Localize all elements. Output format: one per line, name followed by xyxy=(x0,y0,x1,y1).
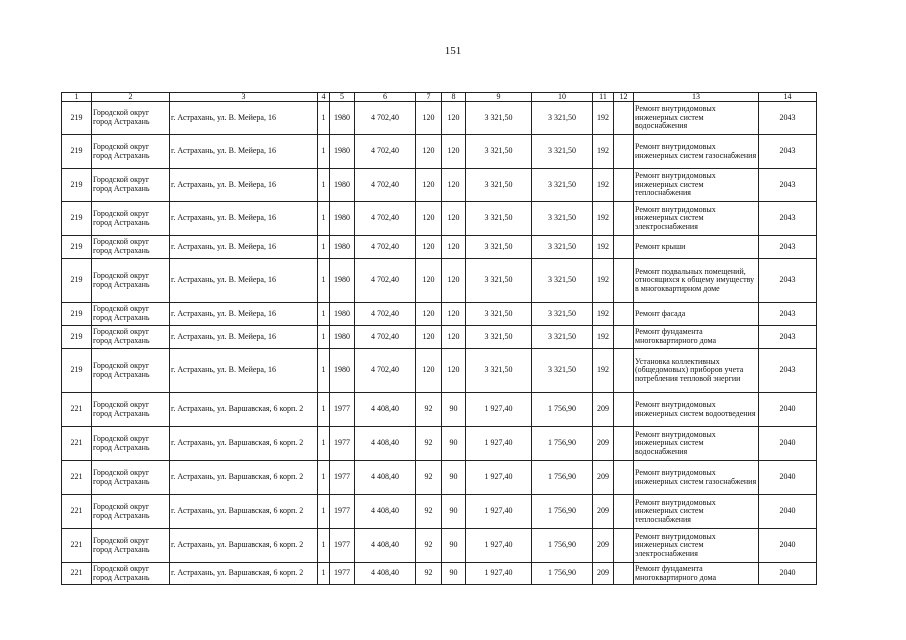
cell-col10: 1 756,90 xyxy=(532,393,593,427)
cell-col11: 192 xyxy=(593,349,614,393)
cell-col7: 120 xyxy=(416,102,442,135)
planned-year: 2043 xyxy=(759,349,817,393)
cell-col10: 1 756,90 xyxy=(532,495,593,529)
municipality: Городской округ город Астрахань xyxy=(92,236,170,259)
work-type: Ремонт внутридомовых инженерных систем теплоснабжения xyxy=(634,169,759,202)
address: г. Астрахань, ул. Варшавская, 6 корп. 2 xyxy=(170,427,318,461)
planned-year: 2043 xyxy=(759,202,817,236)
cell-col8: 120 xyxy=(442,303,466,326)
cell-col10: 3 321,50 xyxy=(532,326,593,349)
row-id: 221 xyxy=(62,393,92,427)
address: г. Астрахань, ул. Варшавская, 6 корп. 2 xyxy=(170,461,318,495)
cell-col7: 92 xyxy=(416,393,442,427)
row-id: 219 xyxy=(62,202,92,236)
address: г. Астрахань, ул. Варшавская, 6 корп. 2 xyxy=(170,563,318,585)
year-built: 1977 xyxy=(330,529,355,563)
cell-col11: 209 xyxy=(593,427,614,461)
cell-col9: 3 321,50 xyxy=(466,169,532,202)
row-id: 221 xyxy=(62,529,92,563)
table-row xyxy=(62,236,817,259)
cell-col10: 1 756,90 xyxy=(532,427,593,461)
cell-col10: 3 321,50 xyxy=(532,303,593,326)
work-type: Ремонт внутридомовых инженерных систем водоснабжения xyxy=(634,102,759,135)
cell-col10: 1 756,90 xyxy=(532,461,593,495)
cell-col7: 92 xyxy=(416,563,442,585)
cell-col7: 92 xyxy=(416,461,442,495)
cell-col10: 3 321,50 xyxy=(532,169,593,202)
municipality: Городской округ город Астрахань xyxy=(92,461,170,495)
year-built: 1977 xyxy=(330,495,355,529)
municipality: Городской округ город Астрахань xyxy=(92,326,170,349)
table-row xyxy=(62,563,817,585)
cell-col12 xyxy=(614,202,634,236)
column-number: 1 xyxy=(62,93,92,102)
cell-col4: 1 xyxy=(318,393,330,427)
cell-col8: 120 xyxy=(442,135,466,169)
cell-col7: 120 xyxy=(416,349,442,393)
year-built: 1980 xyxy=(330,102,355,135)
municipality: Городской округ город Астрахань xyxy=(92,495,170,529)
table-row xyxy=(62,303,817,326)
planned-year: 2043 xyxy=(759,102,817,135)
cell-col11: 209 xyxy=(593,393,614,427)
work-type: Ремонт фундамента многоквартирного дома xyxy=(634,563,759,585)
planned-year: 2040 xyxy=(759,563,817,585)
column-number: 5 xyxy=(330,93,355,102)
total-area: 4 408,40 xyxy=(355,461,416,495)
year-built: 1980 xyxy=(330,202,355,236)
cell-col12 xyxy=(614,102,634,135)
municipality: Городской округ город Астрахань xyxy=(92,303,170,326)
work-type: Ремонт внутридомовых инженерных систем водоснабжения xyxy=(634,427,759,461)
work-type: Ремонт внутридомовых инженерных систем газоснабжения xyxy=(634,135,759,169)
cell-col7: 120 xyxy=(416,326,442,349)
table-row xyxy=(62,393,817,427)
cell-col7: 92 xyxy=(416,495,442,529)
cell-col12 xyxy=(614,326,634,349)
cell-col8: 90 xyxy=(442,461,466,495)
address: г. Астрахань, ул. В. Мейера, 16 xyxy=(170,349,318,393)
row-id: 221 xyxy=(62,495,92,529)
cell-col11: 192 xyxy=(593,135,614,169)
year-built: 1977 xyxy=(330,563,355,585)
cell-col4: 1 xyxy=(318,303,330,326)
cell-col12 xyxy=(614,563,634,585)
cell-col11: 192 xyxy=(593,303,614,326)
cell-col9: 1 927,40 xyxy=(466,461,532,495)
cell-col11: 209 xyxy=(593,461,614,495)
cell-col8: 90 xyxy=(442,563,466,585)
cell-col4: 1 xyxy=(318,135,330,169)
cell-col12 xyxy=(614,236,634,259)
address: г. Астрахань, ул. В. Мейера, 16 xyxy=(170,202,318,236)
cell-col9: 3 321,50 xyxy=(466,236,532,259)
cell-col9: 3 321,50 xyxy=(466,135,532,169)
work-type: Ремонт внутридомовых инженерных систем электроснабжения xyxy=(634,202,759,236)
year-built: 1980 xyxy=(330,326,355,349)
cell-col10: 1 756,90 xyxy=(532,529,593,563)
column-number: 7 xyxy=(416,93,442,102)
cell-col7: 120 xyxy=(416,303,442,326)
total-area: 4 702,40 xyxy=(355,259,416,303)
address: г. Астрахань, ул. В. Мейера, 16 xyxy=(170,169,318,202)
work-type: Ремонт внутридомовых инженерных систем теплоснабжения xyxy=(634,495,759,529)
planned-year: 2040 xyxy=(759,461,817,495)
cell-col4: 1 xyxy=(318,461,330,495)
table-row xyxy=(62,461,817,495)
row-id: 219 xyxy=(62,349,92,393)
cell-col7: 92 xyxy=(416,427,442,461)
cell-col8: 120 xyxy=(442,236,466,259)
address: г. Астрахань, ул. В. Мейера, 16 xyxy=(170,236,318,259)
cell-col8: 120 xyxy=(442,259,466,303)
cell-col7: 92 xyxy=(416,529,442,563)
cell-col12 xyxy=(614,169,634,202)
planned-year: 2043 xyxy=(759,259,817,303)
table-row xyxy=(62,326,817,349)
cell-col8: 120 xyxy=(442,202,466,236)
cell-col9: 1 927,40 xyxy=(466,427,532,461)
table-row xyxy=(62,202,817,236)
cell-col9: 3 321,50 xyxy=(466,259,532,303)
cell-col9: 1 927,40 xyxy=(466,495,532,529)
year-built: 1980 xyxy=(330,303,355,326)
cell-col9: 1 927,40 xyxy=(466,563,532,585)
year-built: 1977 xyxy=(330,427,355,461)
cell-col11: 192 xyxy=(593,259,614,303)
municipality: Городской округ город Астрахань xyxy=(92,169,170,202)
column-number: 9 xyxy=(466,93,532,102)
table-row xyxy=(62,349,817,393)
cell-col4: 1 xyxy=(318,529,330,563)
year-built: 1977 xyxy=(330,461,355,495)
cell-col7: 120 xyxy=(416,259,442,303)
cell-col10: 3 321,50 xyxy=(532,259,593,303)
row-id: 219 xyxy=(62,135,92,169)
municipality: Городской округ город Астрахань xyxy=(92,202,170,236)
work-type: Ремонт подвальных помещений, относящихся к общему имуществу в многоквартирном доме xyxy=(634,259,759,303)
row-id: 219 xyxy=(62,326,92,349)
total-area: 4 702,40 xyxy=(355,349,416,393)
cell-col8: 90 xyxy=(442,529,466,563)
cell-col7: 120 xyxy=(416,202,442,236)
row-id: 219 xyxy=(62,236,92,259)
total-area: 4 702,40 xyxy=(355,169,416,202)
column-number: 2 xyxy=(92,93,170,102)
planned-year: 2043 xyxy=(759,135,817,169)
municipality: Городской округ город Астрахань xyxy=(92,529,170,563)
cell-col11: 192 xyxy=(593,169,614,202)
cell-col8: 90 xyxy=(442,495,466,529)
table-row xyxy=(62,135,817,169)
cell-col11: 209 xyxy=(593,563,614,585)
row-id: 221 xyxy=(62,427,92,461)
cell-col8: 90 xyxy=(442,427,466,461)
address: г. Астрахань, ул. В. Мейера, 16 xyxy=(170,326,318,349)
cell-col4: 1 xyxy=(318,202,330,236)
cell-col12 xyxy=(614,303,634,326)
work-type: Ремонт внутридомовых инженерных систем газоснабжения xyxy=(634,461,759,495)
page-number: 151 xyxy=(444,45,462,57)
row-id: 219 xyxy=(62,102,92,135)
cell-col12 xyxy=(614,461,634,495)
total-area: 4 702,40 xyxy=(355,303,416,326)
municipality: Городской округ город Астрахань xyxy=(92,102,170,135)
total-area: 4 408,40 xyxy=(355,427,416,461)
planned-year: 2043 xyxy=(759,326,817,349)
cell-col12 xyxy=(614,135,634,169)
address: г. Астрахань, ул. В. Мейера, 16 xyxy=(170,135,318,169)
cell-col8: 120 xyxy=(442,102,466,135)
row-id: 221 xyxy=(62,563,92,585)
cell-col9: 3 321,50 xyxy=(466,303,532,326)
column-number: 10 xyxy=(532,93,593,102)
total-area: 4 702,40 xyxy=(355,202,416,236)
column-number: 4 xyxy=(318,93,330,102)
cell-col12 xyxy=(614,349,634,393)
cell-col10: 3 321,50 xyxy=(532,135,593,169)
municipality: Городской округ город Астрахань xyxy=(92,427,170,461)
cell-col11: 192 xyxy=(593,236,614,259)
cell-col4: 1 xyxy=(318,495,330,529)
cell-col9: 3 321,50 xyxy=(466,326,532,349)
cell-col11: 209 xyxy=(593,495,614,529)
cell-col4: 1 xyxy=(318,259,330,303)
column-number: 12 xyxy=(614,93,634,102)
column-number: 6 xyxy=(355,93,416,102)
municipality: Городской округ город Астрахань xyxy=(92,563,170,585)
cell-col10: 1 756,90 xyxy=(532,563,593,585)
column-number: 14 xyxy=(759,93,817,102)
cell-col4: 1 xyxy=(318,236,330,259)
cell-col7: 120 xyxy=(416,169,442,202)
cell-col12 xyxy=(614,495,634,529)
cell-col9: 1 927,40 xyxy=(466,529,532,563)
address: г. Астрахань, ул. Варшавская, 6 корп. 2 xyxy=(170,529,318,563)
work-type: Ремонт фасада xyxy=(634,303,759,326)
row-id: 221 xyxy=(62,461,92,495)
cell-col4: 1 xyxy=(318,326,330,349)
planned-year: 2040 xyxy=(759,529,817,563)
cell-col4: 1 xyxy=(318,427,330,461)
cell-col11: 192 xyxy=(593,202,614,236)
cell-col7: 120 xyxy=(416,135,442,169)
total-area: 4 702,40 xyxy=(355,135,416,169)
table-row xyxy=(62,259,817,303)
work-type: Ремонт фундамента многоквартирного дома xyxy=(634,326,759,349)
cell-col8: 120 xyxy=(442,169,466,202)
column-number: 3 xyxy=(170,93,318,102)
table-row xyxy=(62,427,817,461)
registry-table xyxy=(61,92,817,585)
cell-col8: 90 xyxy=(442,393,466,427)
cell-col12 xyxy=(614,393,634,427)
cell-col4: 1 xyxy=(318,102,330,135)
year-built: 1977 xyxy=(330,393,355,427)
table-row xyxy=(62,529,817,563)
cell-col10: 3 321,50 xyxy=(532,202,593,236)
planned-year: 2043 xyxy=(759,303,817,326)
table-row xyxy=(62,102,817,135)
cell-col10: 3 321,50 xyxy=(532,102,593,135)
cell-col9: 1 927,40 xyxy=(466,393,532,427)
table-row xyxy=(62,169,817,202)
cell-col11: 209 xyxy=(593,529,614,563)
cell-col11: 192 xyxy=(593,326,614,349)
municipality: Городской округ город Астрахань xyxy=(92,135,170,169)
column-number: 11 xyxy=(593,93,614,102)
total-area: 4 408,40 xyxy=(355,495,416,529)
address: г. Астрахань, ул. В. Мейера, 16 xyxy=(170,102,318,135)
total-area: 4 408,40 xyxy=(355,529,416,563)
planned-year: 2043 xyxy=(759,169,817,202)
total-area: 4 408,40 xyxy=(355,393,416,427)
cell-col12 xyxy=(614,427,634,461)
year-built: 1980 xyxy=(330,259,355,303)
work-type: Ремонт внутридомовых инженерных систем водоотведения xyxy=(634,393,759,427)
cell-col4: 1 xyxy=(318,563,330,585)
planned-year: 2043 xyxy=(759,236,817,259)
column-number: 8 xyxy=(442,93,466,102)
table-row xyxy=(62,495,817,529)
year-built: 1980 xyxy=(330,349,355,393)
column-number-row xyxy=(62,93,817,102)
address: г. Астрахань, ул. В. Мейера, 16 xyxy=(170,303,318,326)
cell-col8: 120 xyxy=(442,326,466,349)
row-id: 219 xyxy=(62,303,92,326)
row-id: 219 xyxy=(62,169,92,202)
cell-col4: 1 xyxy=(318,349,330,393)
planned-year: 2040 xyxy=(759,393,817,427)
total-area: 4 408,40 xyxy=(355,563,416,585)
cell-col12 xyxy=(614,259,634,303)
column-number: 13 xyxy=(634,93,759,102)
total-area: 4 702,40 xyxy=(355,236,416,259)
municipality: Городской округ город Астрахань xyxy=(92,349,170,393)
cell-col4: 1 xyxy=(318,169,330,202)
cell-col8: 120 xyxy=(442,349,466,393)
work-type: Ремонт внутридомовых инженерных систем электроснабжения xyxy=(634,529,759,563)
cell-col9: 3 321,50 xyxy=(466,202,532,236)
row-id: 219 xyxy=(62,259,92,303)
municipality: Городской округ город Астрахань xyxy=(92,259,170,303)
cell-col9: 3 321,50 xyxy=(466,102,532,135)
year-built: 1980 xyxy=(330,236,355,259)
cell-col7: 120 xyxy=(416,236,442,259)
year-built: 1980 xyxy=(330,135,355,169)
cell-col10: 3 321,50 xyxy=(532,236,593,259)
cell-col9: 3 321,50 xyxy=(466,349,532,393)
cell-col12 xyxy=(614,529,634,563)
cell-col10: 3 321,50 xyxy=(532,349,593,393)
address: г. Астрахань, ул. Варшавская, 6 корп. 2 xyxy=(170,495,318,529)
work-type: Установка коллективных (общедомовых) приборов учета потребления тепловой энергии xyxy=(634,349,759,393)
year-built: 1980 xyxy=(330,169,355,202)
municipality: Городской округ город Астрахань xyxy=(92,393,170,427)
address: г. Астрахань, ул. В. Мейера, 16 xyxy=(170,259,318,303)
work-type: Ремонт крыши xyxy=(634,236,759,259)
planned-year: 2040 xyxy=(759,427,817,461)
planned-year: 2040 xyxy=(759,495,817,529)
address: г. Астрахань, ул. Варшавская, 6 корп. 2 xyxy=(170,393,318,427)
total-area: 4 702,40 xyxy=(355,102,416,135)
total-area: 4 702,40 xyxy=(355,326,416,349)
cell-col11: 192 xyxy=(593,102,614,135)
